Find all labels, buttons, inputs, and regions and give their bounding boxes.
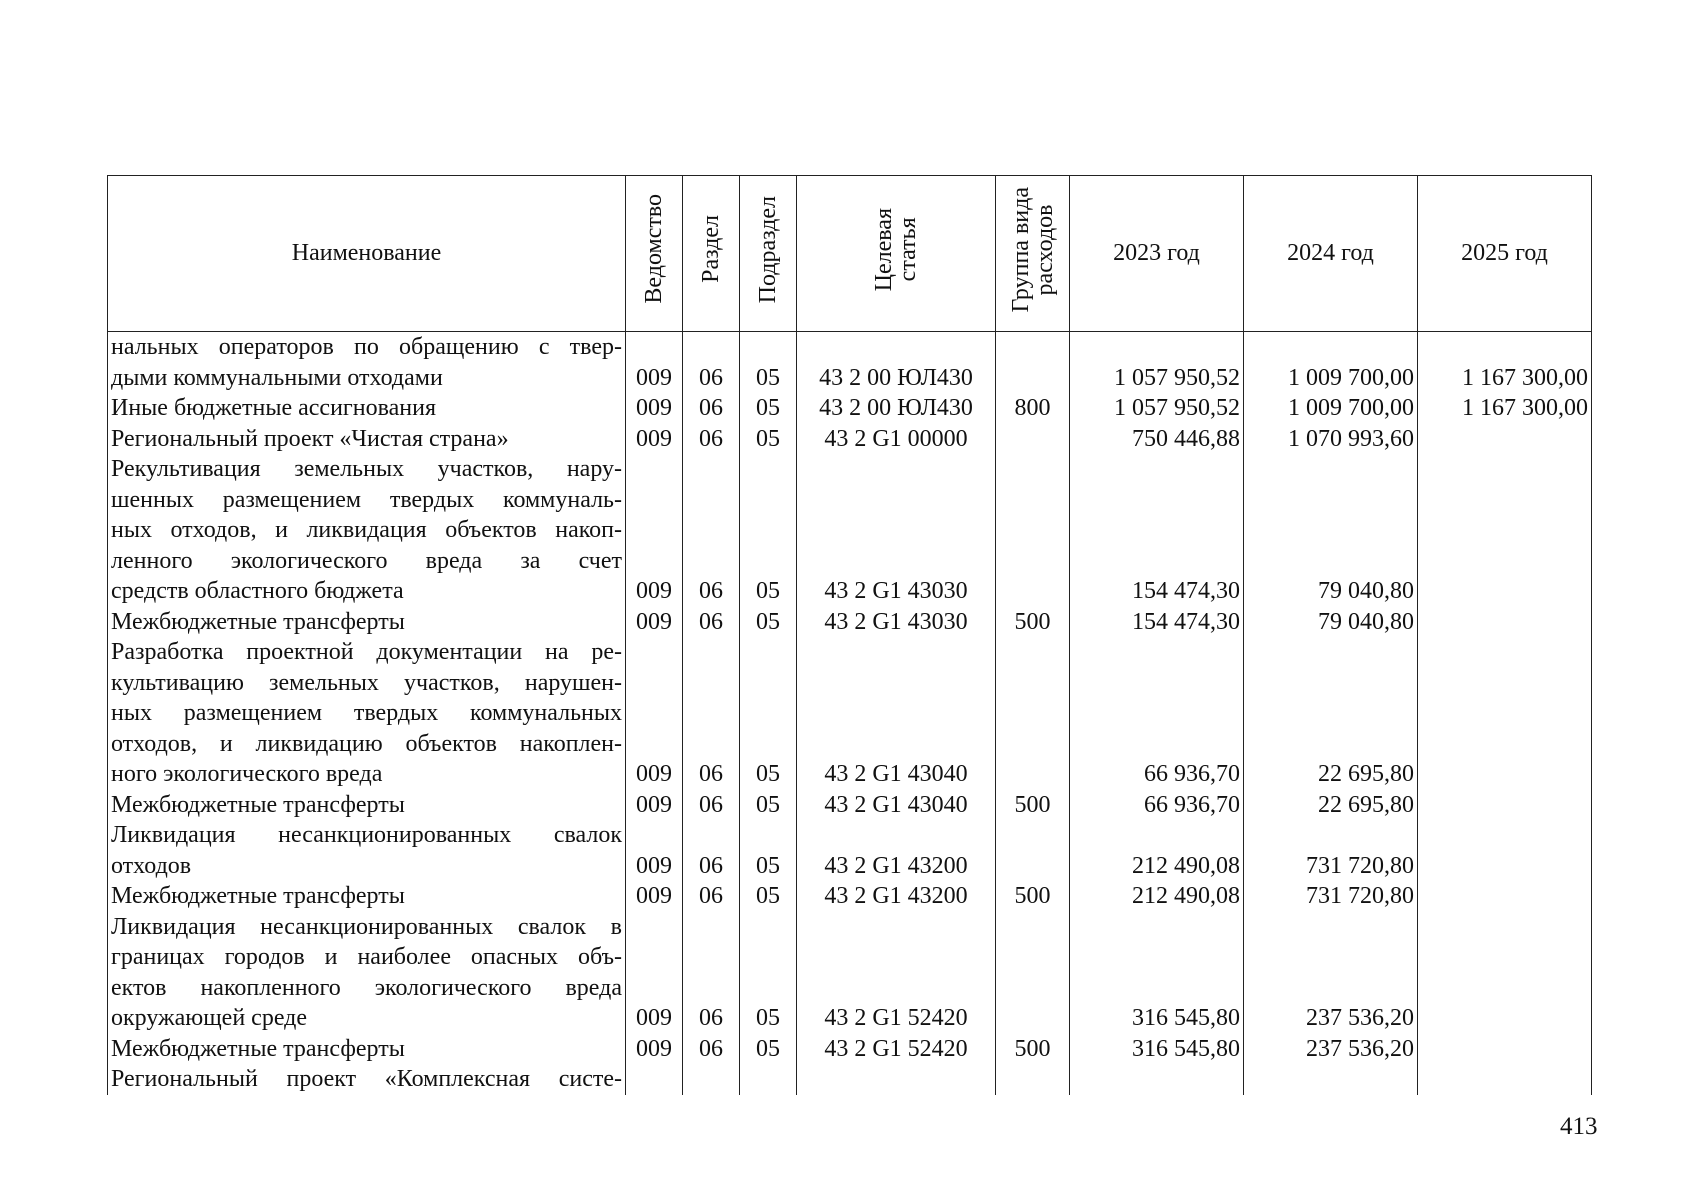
cell-2023: 1 057 950,52 xyxy=(1070,332,1244,394)
cell-vedomstvo: 009 xyxy=(626,332,683,394)
cell-razdel: 06 xyxy=(683,881,740,912)
cell-2025 xyxy=(1418,912,1592,1034)
cell-vedomstvo: 009 xyxy=(626,637,683,790)
cell-podrazdel: 05 xyxy=(740,424,797,455)
cell-2024: 22 695,80 xyxy=(1244,790,1418,821)
cell-target-article: 43 2 G1 43030 xyxy=(797,454,996,607)
cell-expense-group xyxy=(996,912,1070,1034)
cell-podrazdel: 05 xyxy=(740,790,797,821)
header-2023 xyxy=(1070,176,1244,332)
cell-name-line: ных размещением твердых коммунальных xyxy=(111,700,622,726)
cell-podrazdel: 05 xyxy=(740,637,797,790)
cell-name-line: дыми коммунальными отходами xyxy=(111,364,443,391)
cell-podrazdel: 05 xyxy=(740,881,797,912)
cell-2023: 212 490,08 xyxy=(1070,820,1244,881)
cell-vedomstvo: 009 xyxy=(626,912,683,1034)
cell-name-line: Межбюджетные трансферты xyxy=(111,883,405,909)
cell-2024: 1 009 700,00 xyxy=(1244,393,1418,424)
cell-target-article: 43 2 G1 52420 xyxy=(797,1034,996,1065)
cell-expense-group xyxy=(996,820,1070,881)
cell-2024: 1 070 993,60 xyxy=(1244,424,1418,455)
header-vedomstvo xyxy=(626,176,683,332)
cell-name-line: ных отходов, и ликвидация объектов накоп- xyxy=(111,517,622,543)
budget-table xyxy=(107,175,1592,1095)
cell-razdel: 06 xyxy=(683,790,740,821)
cell-razdel: 06 xyxy=(683,1034,740,1065)
cell-2024: 79 040,80 xyxy=(1244,607,1418,638)
table-row xyxy=(108,1034,1592,1065)
cell-2024: 731 720,80 xyxy=(1244,820,1418,881)
cell-2023 xyxy=(1070,1064,1244,1095)
cell-name-line: Региональный проект «Чистая страна» xyxy=(111,425,509,452)
cell-target-article: 43 2 G1 00000 xyxy=(797,424,996,455)
header-2025 xyxy=(1418,176,1592,332)
cell-podrazdel: 05 xyxy=(740,454,797,607)
cell-expense-group xyxy=(996,637,1070,790)
cell-name-line: шенных размещением твердых коммуналь- xyxy=(111,486,622,513)
cell-2023: 750 446,88 xyxy=(1070,424,1244,455)
cell-name-line: границах городов и наиболее опасных объ- xyxy=(111,944,622,970)
cell-name-line: Межбюджетные трансферты xyxy=(111,608,405,635)
header-name-label: Наименование xyxy=(291,240,442,267)
cell-target-article xyxy=(797,1064,996,1095)
cell-name-line: отходов, и ликвидацию объектов накоплен- xyxy=(111,730,622,757)
cell-razdel: 06 xyxy=(683,454,740,607)
table-header-row xyxy=(108,176,1592,332)
cell-target-article: 43 2 G1 43200 xyxy=(797,881,996,912)
cell-name-line: нальных операторов по обращению с твер- xyxy=(111,334,622,360)
cell-podrazdel: 05 xyxy=(740,393,797,424)
cell-podrazdel: 05 xyxy=(740,1034,797,1065)
cell-2025 xyxy=(1418,607,1592,638)
cell-razdel: 06 xyxy=(683,424,740,455)
cell-name-line: ектов накопленного экологического вреда xyxy=(111,974,622,1001)
cell-target-article: 43 2 00 ЮЛ430 xyxy=(797,332,996,394)
header-podrazdel xyxy=(740,176,797,332)
cell-podrazdel xyxy=(740,1064,797,1095)
table-row xyxy=(108,454,1592,607)
header-razdel-label: Раздел xyxy=(698,215,724,284)
cell-2025 xyxy=(1418,637,1592,790)
cell-name xyxy=(108,1064,626,1095)
cell-name xyxy=(108,820,626,881)
cell-2025 xyxy=(1418,1034,1592,1065)
cell-2025 xyxy=(1418,820,1592,881)
cell-name xyxy=(108,881,626,912)
cell-vedomstvo: 009 xyxy=(626,790,683,821)
cell-name-line: ного экологического вреда xyxy=(111,761,383,787)
cell-vedomstvo: 009 xyxy=(626,454,683,607)
header-target-article xyxy=(797,176,996,332)
cell-name-line: отходов xyxy=(111,852,192,879)
cell-2023: 66 936,70 xyxy=(1070,637,1244,790)
header-vedomstvo-label: Ведомство xyxy=(641,194,667,305)
cell-2024: 79 040,80 xyxy=(1244,454,1418,607)
cell-name xyxy=(108,393,626,424)
cell-name xyxy=(108,912,626,1034)
header-expense-group xyxy=(996,176,1070,332)
cell-expense-group: 500 xyxy=(996,881,1070,912)
cell-vedomstvo: 009 xyxy=(626,607,683,638)
header-2023-label: 2023 год xyxy=(1113,240,1200,267)
cell-razdel: 06 xyxy=(683,393,740,424)
cell-expense-group: 500 xyxy=(996,790,1070,821)
table-row xyxy=(108,912,1592,1034)
header-podrazdel-label: Подраздел xyxy=(755,195,781,303)
header-name xyxy=(108,176,626,332)
cell-name xyxy=(108,1034,626,1065)
cell-name-line: окружающей среде xyxy=(111,1005,308,1031)
cell-2023: 154 474,30 xyxy=(1070,454,1244,607)
table-body xyxy=(108,332,1592,1095)
cell-2024: 22 695,80 xyxy=(1244,637,1418,790)
cell-vedomstvo: 009 xyxy=(626,881,683,912)
cell-2023: 212 490,08 xyxy=(1070,881,1244,912)
table-row xyxy=(108,820,1592,881)
cell-target-article: 43 2 G1 43030 xyxy=(797,607,996,638)
cell-2024: 731 720,80 xyxy=(1244,881,1418,912)
table-row xyxy=(108,607,1592,638)
cell-razdel xyxy=(683,1064,740,1095)
header-target-article-label xyxy=(872,208,920,291)
header-group-line1: Группа вида xyxy=(1007,186,1034,312)
table-row xyxy=(108,637,1592,790)
table-row xyxy=(108,424,1592,455)
cell-2025 xyxy=(1418,881,1592,912)
cell-expense-group xyxy=(996,454,1070,607)
cell-name-line: ленного экологического вреда за счет xyxy=(111,547,622,574)
cell-2025 xyxy=(1418,790,1592,821)
cell-name-line: Иные бюджетные ассигнования xyxy=(111,395,436,421)
cell-2024: 1 009 700,00 xyxy=(1244,332,1418,394)
cell-2024: 237 536,20 xyxy=(1244,1034,1418,1065)
header-expense-group-label xyxy=(1009,187,1057,312)
cell-2025 xyxy=(1418,424,1592,455)
cell-target-article: 43 2 G1 43200 xyxy=(797,820,996,881)
cell-name-line: средств областного бюджета xyxy=(111,578,404,604)
cell-name xyxy=(108,637,626,790)
cell-2024: 237 536,20 xyxy=(1244,912,1418,1034)
cell-name-line: Региональный проект «Комплексная систе- xyxy=(111,1066,622,1092)
cell-name-line: Рекультивация земельных участков, нару- xyxy=(111,456,622,482)
cell-2024 xyxy=(1244,1064,1418,1095)
cell-vedomstvo: 009 xyxy=(626,393,683,424)
cell-name xyxy=(108,424,626,455)
header-2025-label: 2025 год xyxy=(1461,240,1548,267)
cell-2025: 1 167 300,00 xyxy=(1418,332,1592,394)
cell-podrazdel: 05 xyxy=(740,332,797,394)
cell-2023: 316 545,80 xyxy=(1070,912,1244,1034)
cell-target-article: 43 2 00 ЮЛ430 xyxy=(797,393,996,424)
table-row xyxy=(108,1064,1592,1095)
cell-razdel: 06 xyxy=(683,607,740,638)
cell-podrazdel: 05 xyxy=(740,820,797,881)
header-target-line2: статья xyxy=(895,217,921,282)
cell-vedomstvo: 009 xyxy=(626,820,683,881)
cell-target-article: 43 2 G1 43040 xyxy=(797,637,996,790)
cell-vedomstvo: 009 xyxy=(626,424,683,455)
header-2024-label: 2024 год xyxy=(1287,240,1374,267)
cell-2023: 316 545,80 xyxy=(1070,1034,1244,1065)
cell-podrazdel: 05 xyxy=(740,607,797,638)
cell-expense-group xyxy=(996,1064,1070,1095)
table-row xyxy=(108,881,1592,912)
cell-name-line: Межбюджетные трансферты xyxy=(111,791,405,818)
table-row xyxy=(108,332,1592,394)
cell-name-line: культивацию земельных участков, нарушен- xyxy=(111,669,622,696)
cell-2025 xyxy=(1418,454,1592,607)
cell-vedomstvo: 009 xyxy=(626,1034,683,1065)
cell-razdel: 06 xyxy=(683,912,740,1034)
cell-razdel: 06 xyxy=(683,820,740,881)
cell-name-line: Ликвидация несанкционированных свалок в xyxy=(111,913,622,940)
cell-name xyxy=(108,607,626,638)
cell-2025 xyxy=(1418,1064,1592,1095)
cell-name-line: Ликвидация несанкционированных свалок xyxy=(111,822,622,848)
cell-target-article: 43 2 G1 43040 xyxy=(797,790,996,821)
cell-podrazdel: 05 xyxy=(740,912,797,1034)
cell-2025: 1 167 300,00 xyxy=(1418,393,1592,424)
cell-razdel: 06 xyxy=(683,637,740,790)
cell-name-line: Разработка проектной документации на ре- xyxy=(111,639,622,665)
cell-2023: 66 936,70 xyxy=(1070,790,1244,821)
header-target-line1: Целевая xyxy=(871,207,897,291)
cell-vedomstvo xyxy=(626,1064,683,1095)
cell-expense-group xyxy=(996,332,1070,394)
table-row xyxy=(108,790,1592,821)
cell-expense-group: 500 xyxy=(996,1034,1070,1065)
header-razdel xyxy=(683,176,740,332)
cell-name xyxy=(108,332,626,394)
header-group-line2: расходов xyxy=(1031,203,1058,295)
cell-2023: 1 057 950,52 xyxy=(1070,393,1244,424)
cell-name-line: Межбюджетные трансферты xyxy=(111,1035,405,1062)
header-2024 xyxy=(1244,176,1418,332)
page-number: 413 xyxy=(1560,1113,1598,1140)
table-row xyxy=(108,393,1592,424)
cell-expense-group: 500 xyxy=(996,607,1070,638)
cell-2023: 154 474,30 xyxy=(1070,607,1244,638)
cell-name xyxy=(108,454,626,607)
cell-target-article: 43 2 G1 52420 xyxy=(797,912,996,1034)
cell-expense-group xyxy=(996,424,1070,455)
cell-razdel: 06 xyxy=(683,332,740,394)
cell-name xyxy=(108,790,626,821)
cell-expense-group: 800 xyxy=(996,393,1070,424)
